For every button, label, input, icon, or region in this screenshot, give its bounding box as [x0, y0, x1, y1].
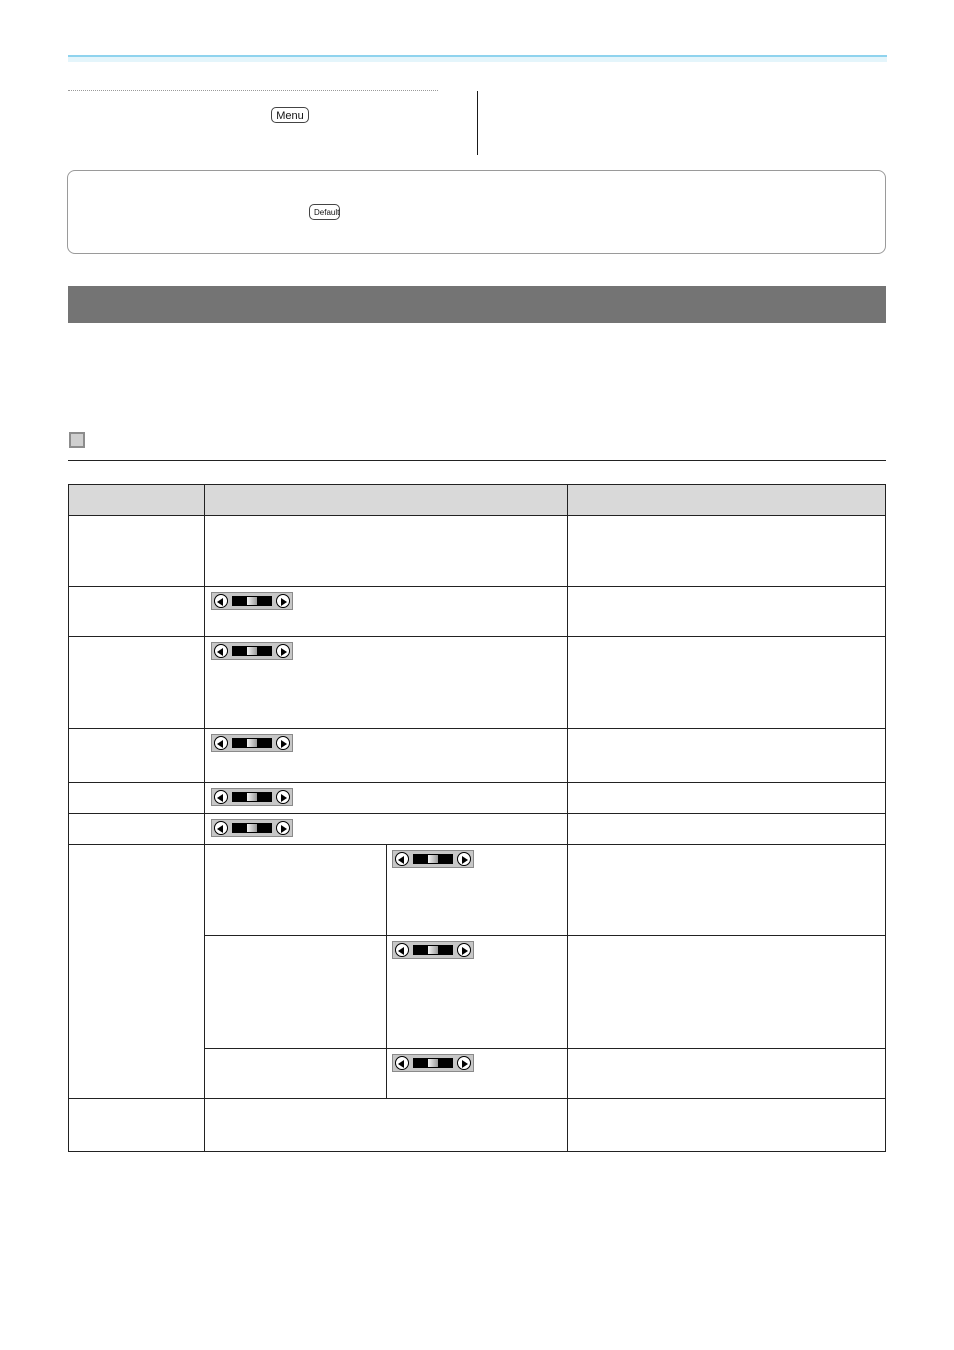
dotted-divider [68, 90, 438, 91]
right-arrow-icon [276, 821, 290, 835]
slider-track [413, 854, 453, 864]
default-key-icon: Default [309, 204, 340, 220]
left-arrow-icon [395, 1056, 409, 1070]
slider-knob [247, 793, 257, 801]
table-row [68, 636, 886, 728]
left-arrow-icon [214, 644, 228, 658]
adjustment-slider-icon [392, 850, 474, 868]
right-arrow-icon [276, 790, 290, 804]
table-header-col-3 [567, 484, 886, 515]
slider-knob [428, 946, 438, 954]
header-rule [68, 55, 887, 62]
slider-track [232, 738, 272, 748]
table-header-col-2 [204, 484, 567, 515]
table-row [68, 515, 886, 586]
note-box [67, 170, 886, 254]
left-arrow-icon [214, 821, 228, 835]
left-arrow-icon [214, 790, 228, 804]
slider-knob [247, 824, 257, 832]
slider-track [232, 823, 272, 833]
slider-track [413, 945, 453, 955]
left-arrow-icon [395, 852, 409, 866]
menu-key-icon: Menu [271, 107, 309, 123]
slider-knob [428, 855, 438, 863]
slider-knob [247, 739, 257, 747]
slider-knob [247, 597, 257, 605]
column-divider [477, 91, 478, 155]
right-arrow-icon [276, 736, 290, 750]
left-arrow-icon [214, 594, 228, 608]
adjustment-slider-icon [392, 941, 474, 959]
table-row [68, 782, 886, 813]
table-rule [68, 1151, 886, 1152]
adjustment-slider-icon [392, 1054, 474, 1072]
table-row [68, 844, 886, 1098]
slider-track [232, 646, 272, 656]
right-arrow-icon [276, 594, 290, 608]
right-arrow-icon [457, 852, 471, 866]
right-arrow-icon [276, 644, 290, 658]
subsection-rule [68, 460, 886, 461]
left-arrow-icon [395, 943, 409, 957]
square-bullet-icon [69, 432, 85, 448]
right-arrow-icon [457, 943, 471, 957]
adjustment-slider-icon [211, 819, 293, 837]
adjustment-slider-icon [211, 734, 293, 752]
left-arrow-icon [214, 736, 228, 750]
right-arrow-icon [457, 1056, 471, 1070]
adjustment-slider-icon [211, 642, 293, 660]
slider-track [413, 1058, 453, 1068]
table-row [68, 728, 886, 782]
table-row [68, 1098, 886, 1151]
section-heading-bar [68, 286, 886, 323]
table-row [68, 813, 886, 844]
slider-track [232, 792, 272, 802]
slider-track [232, 596, 272, 606]
slider-knob [247, 647, 257, 655]
slider-knob [428, 1059, 438, 1067]
adjustment-slider-icon [211, 592, 293, 610]
table-row [68, 586, 886, 636]
adjustment-slider-icon [211, 788, 293, 806]
table-header-col-1 [68, 484, 204, 515]
